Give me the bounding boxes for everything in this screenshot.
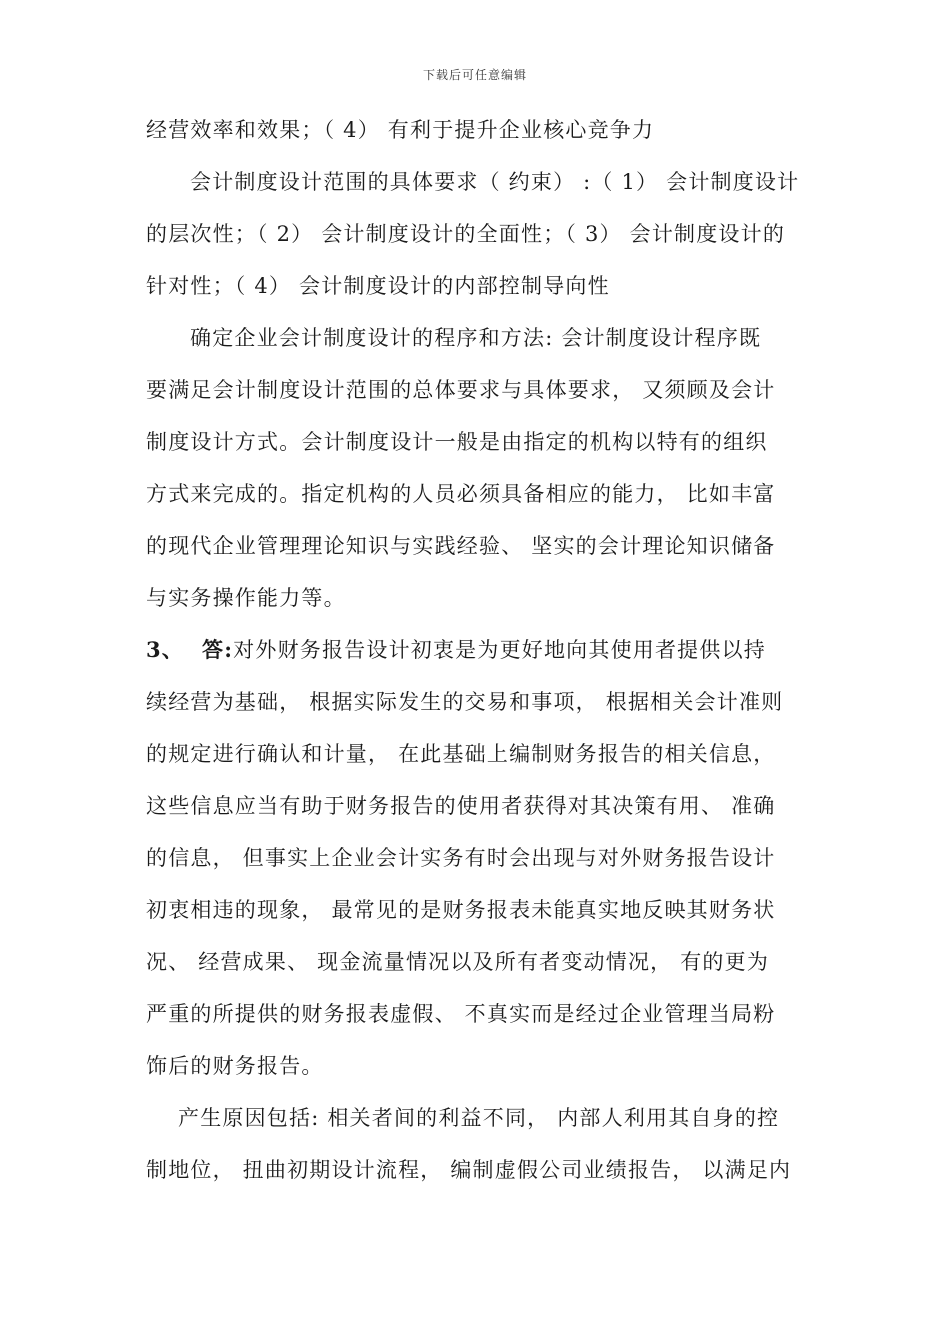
answer-line: 饰后的财务报告。 [146, 1054, 324, 1078]
answer-line: 的信息， 但事实上企业会计实务有时会出现与对外财务报告设计 [146, 846, 776, 870]
document-body [146, 110, 808, 1202]
answer-line: 况、 经营成果、 现金流量情况以及所有者变动情况， 有的更为 [146, 950, 770, 974]
answer-line: 的规定进行确认和计量， 在此基础上编制财务报告的相关信息， [146, 742, 776, 766]
paragraph-line: 确定企业会计制度设计的程序和方法: 会计制度设计程序既 [190, 326, 762, 350]
paragraph-line: 制地位， 扭曲初期设计流程， 编制虚假公司业绩报告， 以满足内 [146, 1158, 792, 1182]
page-header: 下载后可任意编辑 [422, 68, 527, 82]
answer-line: 初衷相违的现象， 最常见的是财务报表未能真实地反映其财务状 [146, 898, 776, 922]
paragraph-line: 针对性；（ 4） 会计制度设计的内部控制导向性 [146, 274, 610, 298]
paragraph-line: 产生原因包括: 相关者间的利益不同， 内部人利用其自身的控 [178, 1106, 780, 1130]
paragraph-line: 方式来完成的。指定机构的人员必须具备相应的能力， 比如丰富 [146, 482, 776, 506]
paragraph-line: 制度设计方式。会计制度设计一般是由指定的机构以特有的组织 [146, 430, 768, 454]
answer-line: 续经营为基础， 根据实际发生的交易和事项， 根据相关会计准则 [146, 690, 784, 714]
answer-line: 这些信息应当有助于财务报告的使用者获得对其决策有用、 准确 [146, 794, 776, 818]
paragraph-line: 的层次性；（ 2） 会计制度设计的全面性；（ 3） 会计制度设计的 [146, 222, 786, 246]
paragraph-line: 要满足会计制度设计范围的总体要求与具体要求， 又须顾及会计 [146, 378, 776, 402]
answer-first-line [146, 630, 808, 682]
answer-line: 严重的所提供的财务报表虚假、 不真实而是经过企业管理当局粉 [146, 1002, 776, 1026]
paragraph-line: 与实务操作能力等。 [146, 586, 346, 610]
paragraph-line: 经营效率和效果；（ 4） 有利于提升企业核心竞争力 [146, 118, 655, 142]
answer-number: 3、 [146, 637, 185, 662]
paragraph-line: 会计制度设计范围的具体要求（ 约束） :（ 1） 会计制度设计 [190, 170, 800, 194]
answer-label: 答: [202, 637, 234, 662]
answer-text: 对外财务报告设计初衷是为更好地向其使用者提供以持 [233, 638, 766, 662]
paragraph-line: 的现代企业管理理论知识与实践经验、 坚实的会计理论知识储备 [146, 534, 776, 558]
